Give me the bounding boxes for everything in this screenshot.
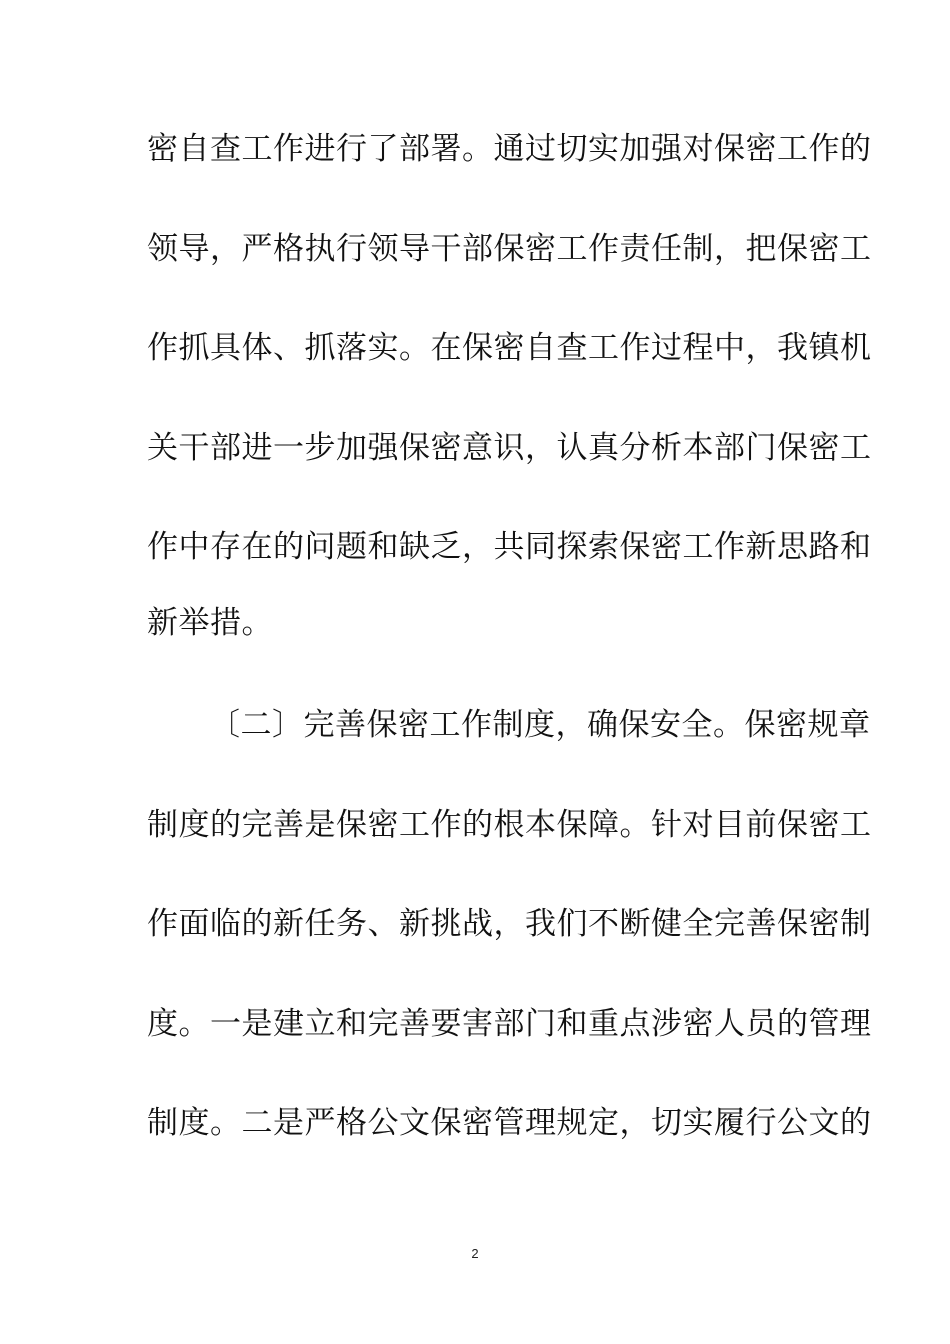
body-text-line: 度。一是建立和完善要害部门和重点涉密人员的管理: [147, 1006, 872, 1042]
body-text-line: 作面临的新任务、新挑战，我们不断健全完善保密制: [147, 906, 872, 942]
body-text-line: 领导，严格执行领导干部保密工作责任制，把保密工: [147, 231, 872, 267]
body-text-line: 作抓具体、抓落实。在保密自查工作过程中，我镇机: [147, 330, 872, 366]
body-text-line: 制度的完善是保密工作的根本保障。针对目前保密工: [147, 807, 872, 843]
page-number: 2: [471, 1246, 479, 1261]
body-text-line: 密自查工作进行了部署。通过切实加强对保密工作的: [147, 131, 872, 167]
body-text-line: 制度。二是严格公文保密管理规定，切实履行公文的: [147, 1105, 872, 1141]
body-text-line: 关干部进一步加强保密意识，认真分析本部门保密工: [147, 430, 872, 466]
body-text-line: 新举措。: [147, 605, 273, 641]
body-text-line: 作中存在的问题和缺乏，共同探索保密工作新思路和: [147, 529, 872, 565]
section-heading-line: 〔二〕完善保密工作制度，确保安全。保密规章: [209, 707, 871, 743]
